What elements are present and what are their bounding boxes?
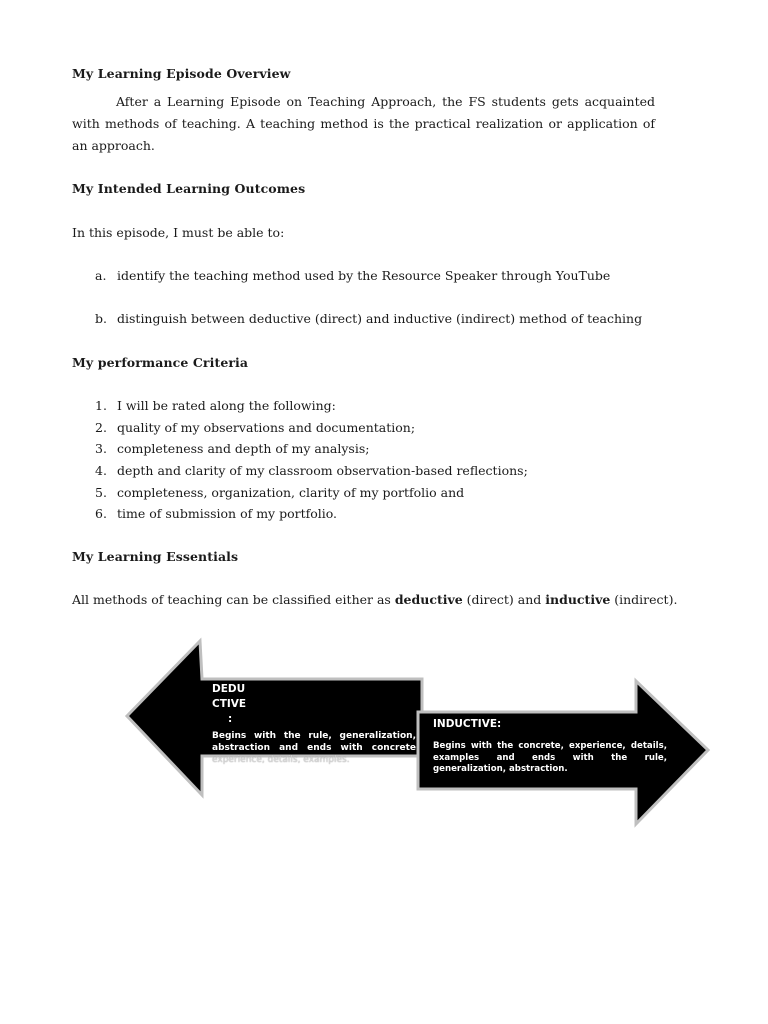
outcome-marker: b. [95,311,107,326]
outcomes-heading: My Intended Learning Outcomes [72,181,306,196]
inductive-title: INDUCTIVE: [433,718,502,730]
deductive-description-text: Begins with the rule, generalization, abstraction and ends with concrete [212,731,416,753]
essentials-heading: My Learning Essentials [72,549,239,564]
deductive-description-overflow: experience, details, examples. [212,755,350,765]
criteria-text: I will be rated along the following: [117,398,336,413]
overview-paragraph-text: After a Learning Episode on Teaching Approach, the FS students gets acquainted with methods of teaching. A teaching method is the practical realization or application of an approach. [72,94,655,153]
criteria-text: quality of my observations and documentation; [117,419,416,435]
criteria-heading: My performance Criteria [72,355,249,370]
essentials-text-end: (indirect). [610,592,678,607]
essentials-text-mid: (direct) and [462,592,546,607]
inductive-description: Begins with the concrete, experience, details, examples and ends with the rule, generalization, abstraction. [433,741,667,774]
criteria-text: completeness, organization, clarity of my portfolio and [117,484,465,500]
criteria-text: completeness and depth of my analysis; [117,441,370,457]
criteria-marker: 1. [95,398,107,413]
inductive-term: inductive [545,592,611,607]
outcomes-intro: In this episode, I must be able to: [72,225,285,240]
criteria-marker: 6. [95,506,107,522]
deductive-description [212,730,416,766]
deductive-arrow-shape [127,641,422,795]
criteria-marker: 2. [95,419,107,435]
deductive-title-line: DEDU [212,683,246,695]
criteria-text: time of submission of my portfolio. [117,506,338,522]
essentials-text-start: All methods of teaching can be classified either as [72,592,395,607]
deductive-title [212,682,252,727]
outcome-text: identify the teaching method used by the Resource Speaker through YouTube [117,268,611,283]
deductive-title-line: : [228,713,233,725]
criteria-marker: 5. [95,484,107,500]
overview-heading: My Learning Episode Overview [72,66,291,81]
outcome-text: distinguish between deductive (direct) and inductive (indirect) method of teaching [117,311,643,326]
criteria-marker: 3. [95,441,107,457]
criteria-marker: 4. [95,463,107,479]
deductive-term: deductive [394,592,463,607]
criteria-text: depth and clarity of my classroom observation-based reflections; [117,463,528,479]
deductive-title-line: CTIVE [212,698,247,710]
outcome-marker: a. [95,268,107,283]
